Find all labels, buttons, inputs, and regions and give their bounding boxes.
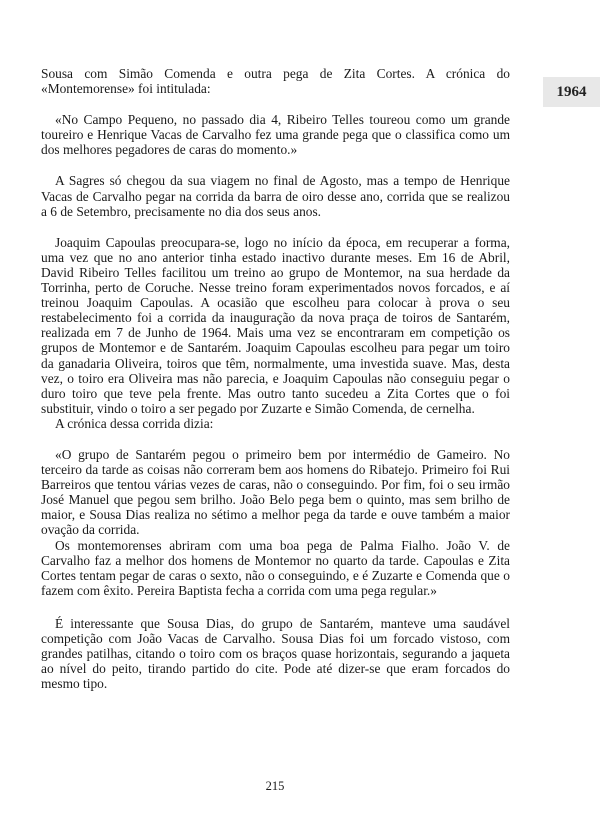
paragraph: A crónica dessa corrida dizia: <box>55 415 214 431</box>
year-marker-tab: 1964 <box>543 77 600 107</box>
page-number: 215 <box>265 779 285 793</box>
quote-paragraph: Os montemorenses abriram com uma boa pega de Palma Fialho. João V. de Carvalho faz a melhor dos homens de Montemor no quarto da tarde. Capoulas e Zita Cortes tentam pegar de caras o sexto, não o conseguindo, e é Zuzarte e Comenda que o fazem com êxito. Pereira Baptista fecha a corrida com uma pega regular.» <box>41 537 510 598</box>
quote-paragraph: «No Campo Pequeno, no passado dia 4, Ribeiro Telles toureou como um grande toureiro e Henrique Vacas de Carvalho fez uma grande pega que o classifica como um dos melhores pegadores de caras do momento.» <box>41 112 510 158</box>
body-text <box>41 66 510 691</box>
paragraph-continuation: Sousa com Simão Comenda e outra pega de Zita Cortes. A crónica do «Montemorense» foi intitulada: <box>41 66 510 97</box>
paragraph: É interessante que Sousa Dias, do grupo de Santarém, manteve uma saudável competição com João Vacas de Carvalho. Sousa Dias foi um forcado vistoso, com grandes patilhas, citando o toiro com os braços quase horizontais, segurando a jaqueta ao nível do peito, tirando partido do cite. Pode até dizer-se que eram forcados do mesmo tipo. <box>41 615 510 692</box>
quote-paragraph: «O grupo de Santarém pegou o primeiro bem por intermédio de Gameiro. No terceiro da tarde as coisas não correram bem aos homens do Ribatejo. Primeiro foi Rui Barreiros que tentou várias vezes de caras, não o conseguindo. Por fim, foi o seu irmão José Manuel que pegou sem brilho. João Belo pega bem o quinto, mas sem brilho de maior, e Sousa Dias realiza no sétimo a melhor pega da tarde e ouve também a maior ovação da corrida. <box>41 446 510 538</box>
paragraph: Joaquim Capoulas preocupara-se, logo no início da época, em recuperar a forma, uma vez que no ano anterior tinha estado inactivo durante meses. Em 16 de Abril, David Ribeiro Telles facilitou um treino ao grupo de Montemor, na sua herdade da Torrinha, perto de Coruche. Nesse treino foram experimentados novos forcados, e aí treinou Joaquim Capoulas. A ocasião que escolheu para colocar à prova o seu restabelecimento foi a corrida da inauguração da nova praça de toiros de Santarém, realizada em 7 de Junho de 1964. Mais uma vez se encontraram em competição os grupos de Montemor e de Santarém. Joaquim Capoulas escolheu para pegar um toiro da ganadaria Oliveira, toiros que têm, normalmente, uma investida suave. Mas, desta vez, o toiro era Oliveira mas não parecia, e Joaquim Capoulas não conseguiu pegar o duro toiro que teve pela frente. Mas outro tanto sucedeu a Zita Cortes que o foi substituir, vindo o toiro a ser pegado por Zuzarte e Simão Comenda, de cernelha. <box>41 234 510 416</box>
paragraph: A Sagres só chegou da sua viagem no final de Agosto, mas a tempo de Henrique Vacas de Carvalho pegar na corrida da barra de oiro desse ano, corrida que se realizou a 6 de Setembro, precisamente no dia dos seus anos. <box>41 173 510 219</box>
